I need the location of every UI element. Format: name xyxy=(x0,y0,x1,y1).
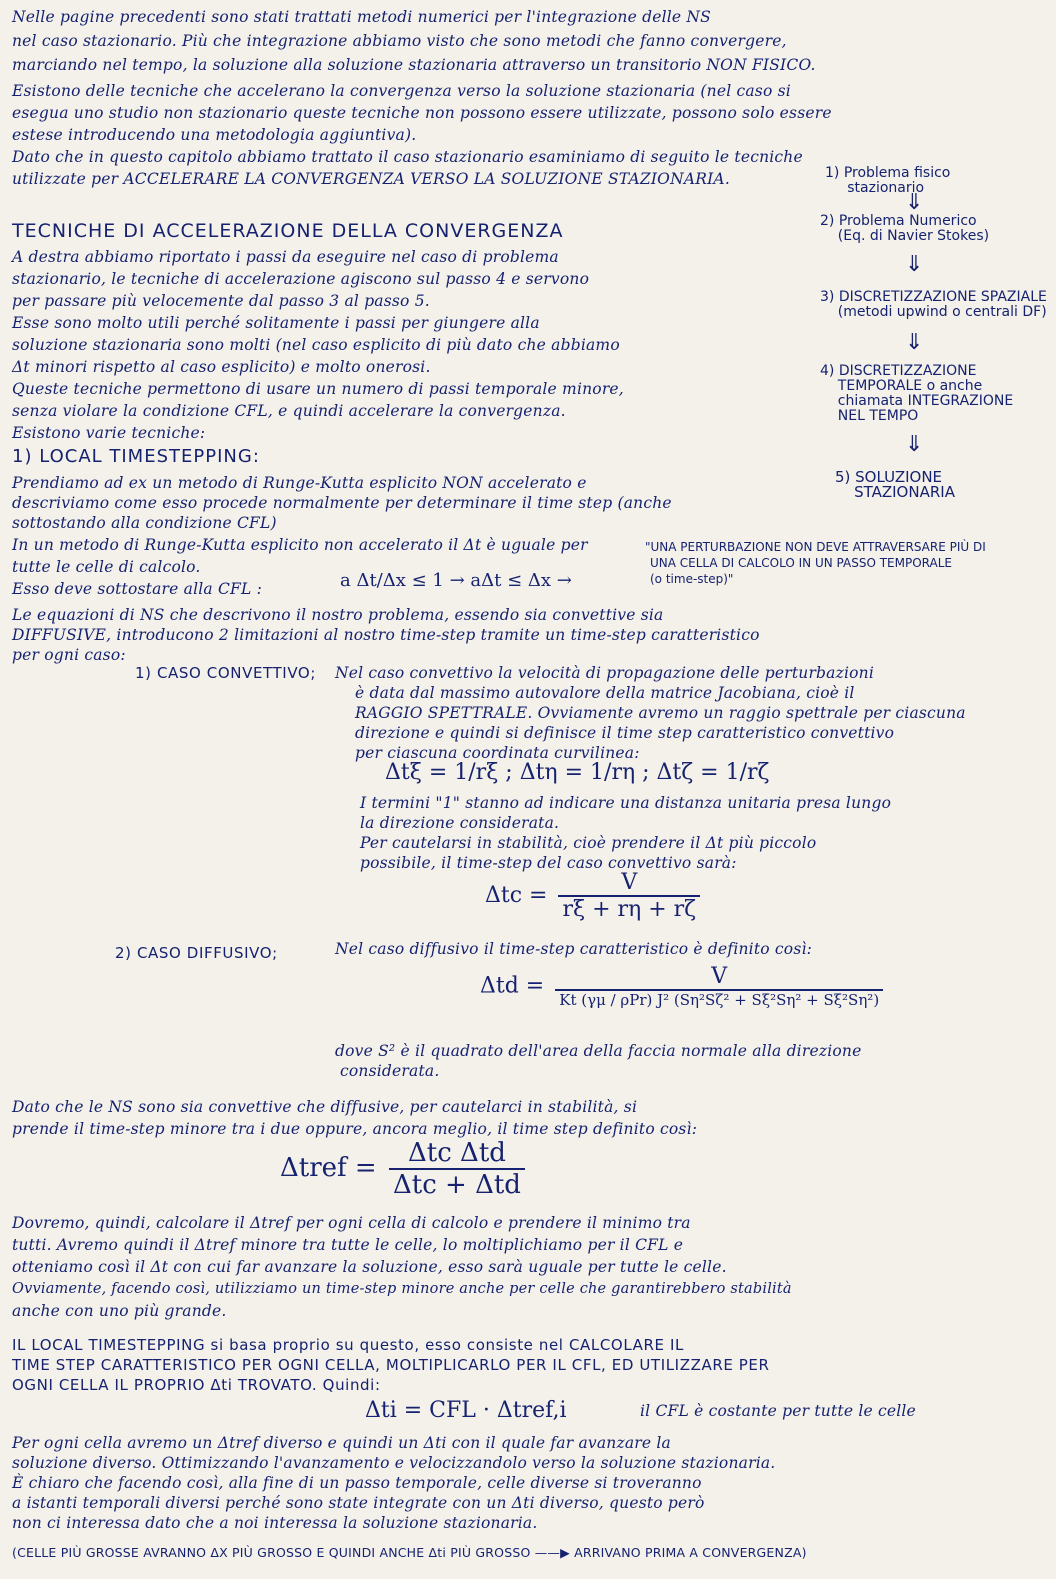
final-line: (CELLE PIÙ GROSSE AVRANNO ΔX PIÙ GROSSO E QUINDI ANCHE Δti PIÙ GROSSO ——▶ ARRIVANO PRIMA A CONVERGENZA) xyxy=(12,1545,807,1560)
local-line: tutte le celle di calcolo. xyxy=(12,558,201,576)
flow-arrow: ⇓ xyxy=(905,330,924,355)
dtc-fraction xyxy=(558,870,700,922)
ref-formula xyxy=(280,1138,529,1200)
flow-arrow: ⇓ xyxy=(905,190,924,215)
flow-step-2: 2) Problema Numerico (Eq. di Navier Stokes) xyxy=(820,213,990,244)
ns-line: Le equazioni di NS che descrivono il nostro problema, essendo sia convettive sia xyxy=(12,606,664,624)
convective-line: è data dal massimo autovalore della matrice Jacobiana, cioè il xyxy=(355,684,855,702)
cfl-formula: a Δt/Δx ≤ 1 → aΔt ≤ Δx → xyxy=(340,570,572,591)
section-line: Esse sono molto utili perché solitamente i passi per giungere alla xyxy=(12,314,540,332)
flow-step-4: 4) DISCRETIZZAZIONE TEMPORALE o anche chiamata INTEGRAZIONE NEL TEMPO xyxy=(820,363,1014,424)
ref-line: prende il time-step minore tra i due oppure, ancora meglio, il time step definito così: xyxy=(12,1120,698,1138)
dtd-den: Kt (γμ / ρPr) J² (Sη²Sζ² + Sξ²Sη² + Sξ²Sη²) xyxy=(555,989,883,1009)
local-line: Prendiamo ad ex un metodo di Runge-Kutta esplicito NON accelerato e xyxy=(12,474,587,492)
section-line: senza violare la condizione CFL, e quindi accelerare la convergenza. xyxy=(12,402,566,420)
local-line: In un metodo di Runge-Kutta esplicito non accelerato il Δt è uguale per xyxy=(12,536,588,554)
convective-formula: Δtξ = 1/rξ ; Δtη = 1/rη ; Δtζ = 1/rζ xyxy=(385,760,770,785)
cfl-note: "UNA PERTURBAZIONE NON DEVE ATTRAVERSARE PIÙ DI xyxy=(645,540,986,554)
intro-line: Esistono delle tecniche che accelerano la convergenza verso la soluzione stazionaria (nel caso si xyxy=(12,82,791,100)
intro-line: nel caso stazionario. Più che integrazione abbiamo visto che sono metodi che fanno convergere, xyxy=(12,32,787,50)
ref-after: otteniamo così il Δt con cui far avanzare la soluzione, esso sarà uguale per tutte le celle. xyxy=(12,1258,727,1276)
final-line: a istanti temporali diversi perché sono state integrate con un Δti diverso, questo però xyxy=(12,1494,705,1512)
ref-after: Ovviamente, facendo così, utilizziamo un time-step minore anche per celle che garantirebbero stabilità xyxy=(12,1281,792,1297)
local-formula-note: il CFL è costante per tutte le celle xyxy=(640,1402,916,1420)
intro-line: marciando nel tempo, la soluzione alla soluzione stazionaria attraverso un transitorio NON FISICO. xyxy=(12,56,816,74)
cfl-note: (o time-step)" xyxy=(650,572,734,586)
dtc-lhs: Δtc = xyxy=(485,883,548,908)
intro-line: estese introducendo una metodologia aggiuntiva). xyxy=(12,126,417,144)
local-line: sottostando alla condizione CFL) xyxy=(12,514,277,532)
ref-after: anche con uno più grande. xyxy=(12,1302,227,1320)
ref-after: tutti. Avremo quindi il Δtref minore tra tutte le celle, lo moltiplichiamo per il CFL e xyxy=(12,1236,684,1254)
local-line: descriviamo come esso procede normalmente per determinare il time step (anche xyxy=(12,494,672,512)
diffusive-line: Nel caso diffusivo il time-step caratteristico è definito così: xyxy=(335,940,813,958)
convective-line: Nel caso convettivo la velocità di propagazione delle perturbazioni xyxy=(335,664,875,682)
diffusive-note: dove S² è il quadrato dell'area della faccia normale alla direzione xyxy=(335,1042,862,1060)
final-line: soluzione diverso. Ottimizzando l'avanzamento e velocizzandolo verso la soluzione stazionaria. xyxy=(12,1454,776,1472)
section-line: per passare più velocemente dal passo 3 al passo 5. xyxy=(12,292,430,310)
summary-line: OGNI CELLA IL PROPRIO Δti TROVATO. Quindi: xyxy=(12,1376,381,1394)
dtd-num: V xyxy=(711,964,728,989)
flow-step-1: 1) Problema fisico stazionario xyxy=(825,165,951,196)
flow-arrow: ⇓ xyxy=(905,252,924,277)
summary-line: TIME STEP CARATTERISTICO PER OGNI CELLA, MOLTIPLICARLO PER IL CFL, ED UTILIZZARE PER xyxy=(12,1356,770,1374)
ref-lhs: Δtref = xyxy=(280,1153,377,1183)
local-title: 1) LOCAL TIMESTEPPING: xyxy=(12,446,260,467)
local-line: Esso deve sottostare alla CFL : xyxy=(12,580,263,598)
diffusive-note: considerata. xyxy=(340,1062,440,1080)
flow-arrow: ⇓ xyxy=(905,432,924,457)
ref-fraction xyxy=(389,1138,525,1200)
intro-line: Dato che in questo capitolo abbiamo trattato il caso stazionario esaminiamo di seguito le tecniche xyxy=(12,148,803,166)
convective-after: I termini "1" stanno ad indicare una distanza unitaria presa lungo xyxy=(360,794,892,812)
flow-step-3: 3) DISCRETIZZAZIONE SPAZIALE (metodi upwind o centrali DF) xyxy=(820,289,1047,320)
final-line: non ci interessa dato che a noi interessa la soluzione stazionaria. xyxy=(12,1514,538,1532)
ref-line: Dato che le NS sono sia convettive che diffusive, per cautelarci in stabilità, si xyxy=(12,1098,638,1116)
section-line: stazionario, le tecniche di accelerazione agiscono sul passo 4 e servono xyxy=(12,270,590,288)
dtc-formula xyxy=(485,870,704,922)
ns-line: DIFFUSIVE, introducono 2 limitazioni al nostro time-step tramite un time-step caratteristico xyxy=(12,626,760,644)
section-line: soluzione stazionaria sono molti (nel caso esplicito di più dato che abbiamo xyxy=(12,336,620,354)
cfl-note: UNA CELLA DI CALCOLO IN UN PASSO TEMPORALE xyxy=(650,556,952,570)
dtc-num: V xyxy=(621,870,638,895)
final-line: È chiaro che facendo così, alla fine di un passo temporale, celle diverse si troveranno xyxy=(12,1474,702,1492)
flow-step-5: 5) SOLUZIONE STAZIONARIA xyxy=(835,468,955,501)
ns-line: per ogni caso: xyxy=(12,646,126,664)
intro-line: utilizzate per ACCELERARE LA CONVERGENZA VERSO LA SOLUZIONE STAZIONARIA. xyxy=(12,170,730,188)
convective-line: direzione e quindi si definisce il time step caratteristico convettivo xyxy=(355,724,895,742)
final-line: Per ogni cella avremo un Δtref diverso e quindi un Δti con il quale far avanzare la xyxy=(12,1434,671,1452)
section-line: Δt minori rispetto al caso esplicito) e molto onerosi. xyxy=(12,358,431,376)
dtd-fraction xyxy=(555,964,883,1009)
dtd-formula xyxy=(480,964,887,1009)
convective-line: RAGGIO SPETTRALE. Ovviamente avremo un raggio spettrale per ciascuna xyxy=(355,704,966,722)
intro-line: Nelle pagine precedenti sono stati trattati metodi numerici per l'integrazione delle NS xyxy=(12,8,711,26)
ref-num: Δtc Δtd xyxy=(408,1138,506,1168)
section-title: TECNICHE DI ACCELERAZIONE DELLA CONVERGENZA xyxy=(12,220,564,242)
summary-line: IL LOCAL TIMESTEPPING si basa proprio su questo, esso consiste nel CALCOLARE IL xyxy=(12,1336,684,1354)
convective-after: possibile, il time-step del caso convettivo sarà: xyxy=(360,854,737,872)
intro-line: esegua uno studio non stazionario queste tecniche non possono essere utilizzate, possono solo essere xyxy=(12,104,832,122)
convective-after: la direzione considerata. xyxy=(360,814,560,832)
diffusive-label: 2) CASO DIFFUSIVO; xyxy=(115,944,278,962)
convective-after: Per cautelarsi in stabilità, cioè prendere il Δt più piccolo xyxy=(360,834,817,852)
ref-den: Δtc + Δtd xyxy=(389,1168,525,1200)
section-line: Queste tecniche permettono di usare un numero di passi temporale minore, xyxy=(12,380,624,398)
dtd-lhs: Δtd = xyxy=(480,973,545,999)
dtc-den: rξ + rη + rζ xyxy=(558,895,700,922)
section-line: A destra abbiamo riportato i passi da eseguire nel caso di problema xyxy=(12,248,559,266)
local-formula: Δti = CFL · Δtref,i xyxy=(365,1398,567,1423)
convective-line: per ciascuna coordinata curvilinea: xyxy=(355,744,640,762)
ref-after: Dovremo, quindi, calcolare il Δtref per ogni cella di calcolo e prendere il minimo tra xyxy=(12,1214,691,1232)
section-line: Esistono varie tecniche: xyxy=(12,424,206,442)
convective-label: 1) CASO CONVETTIVO; xyxy=(135,664,316,682)
